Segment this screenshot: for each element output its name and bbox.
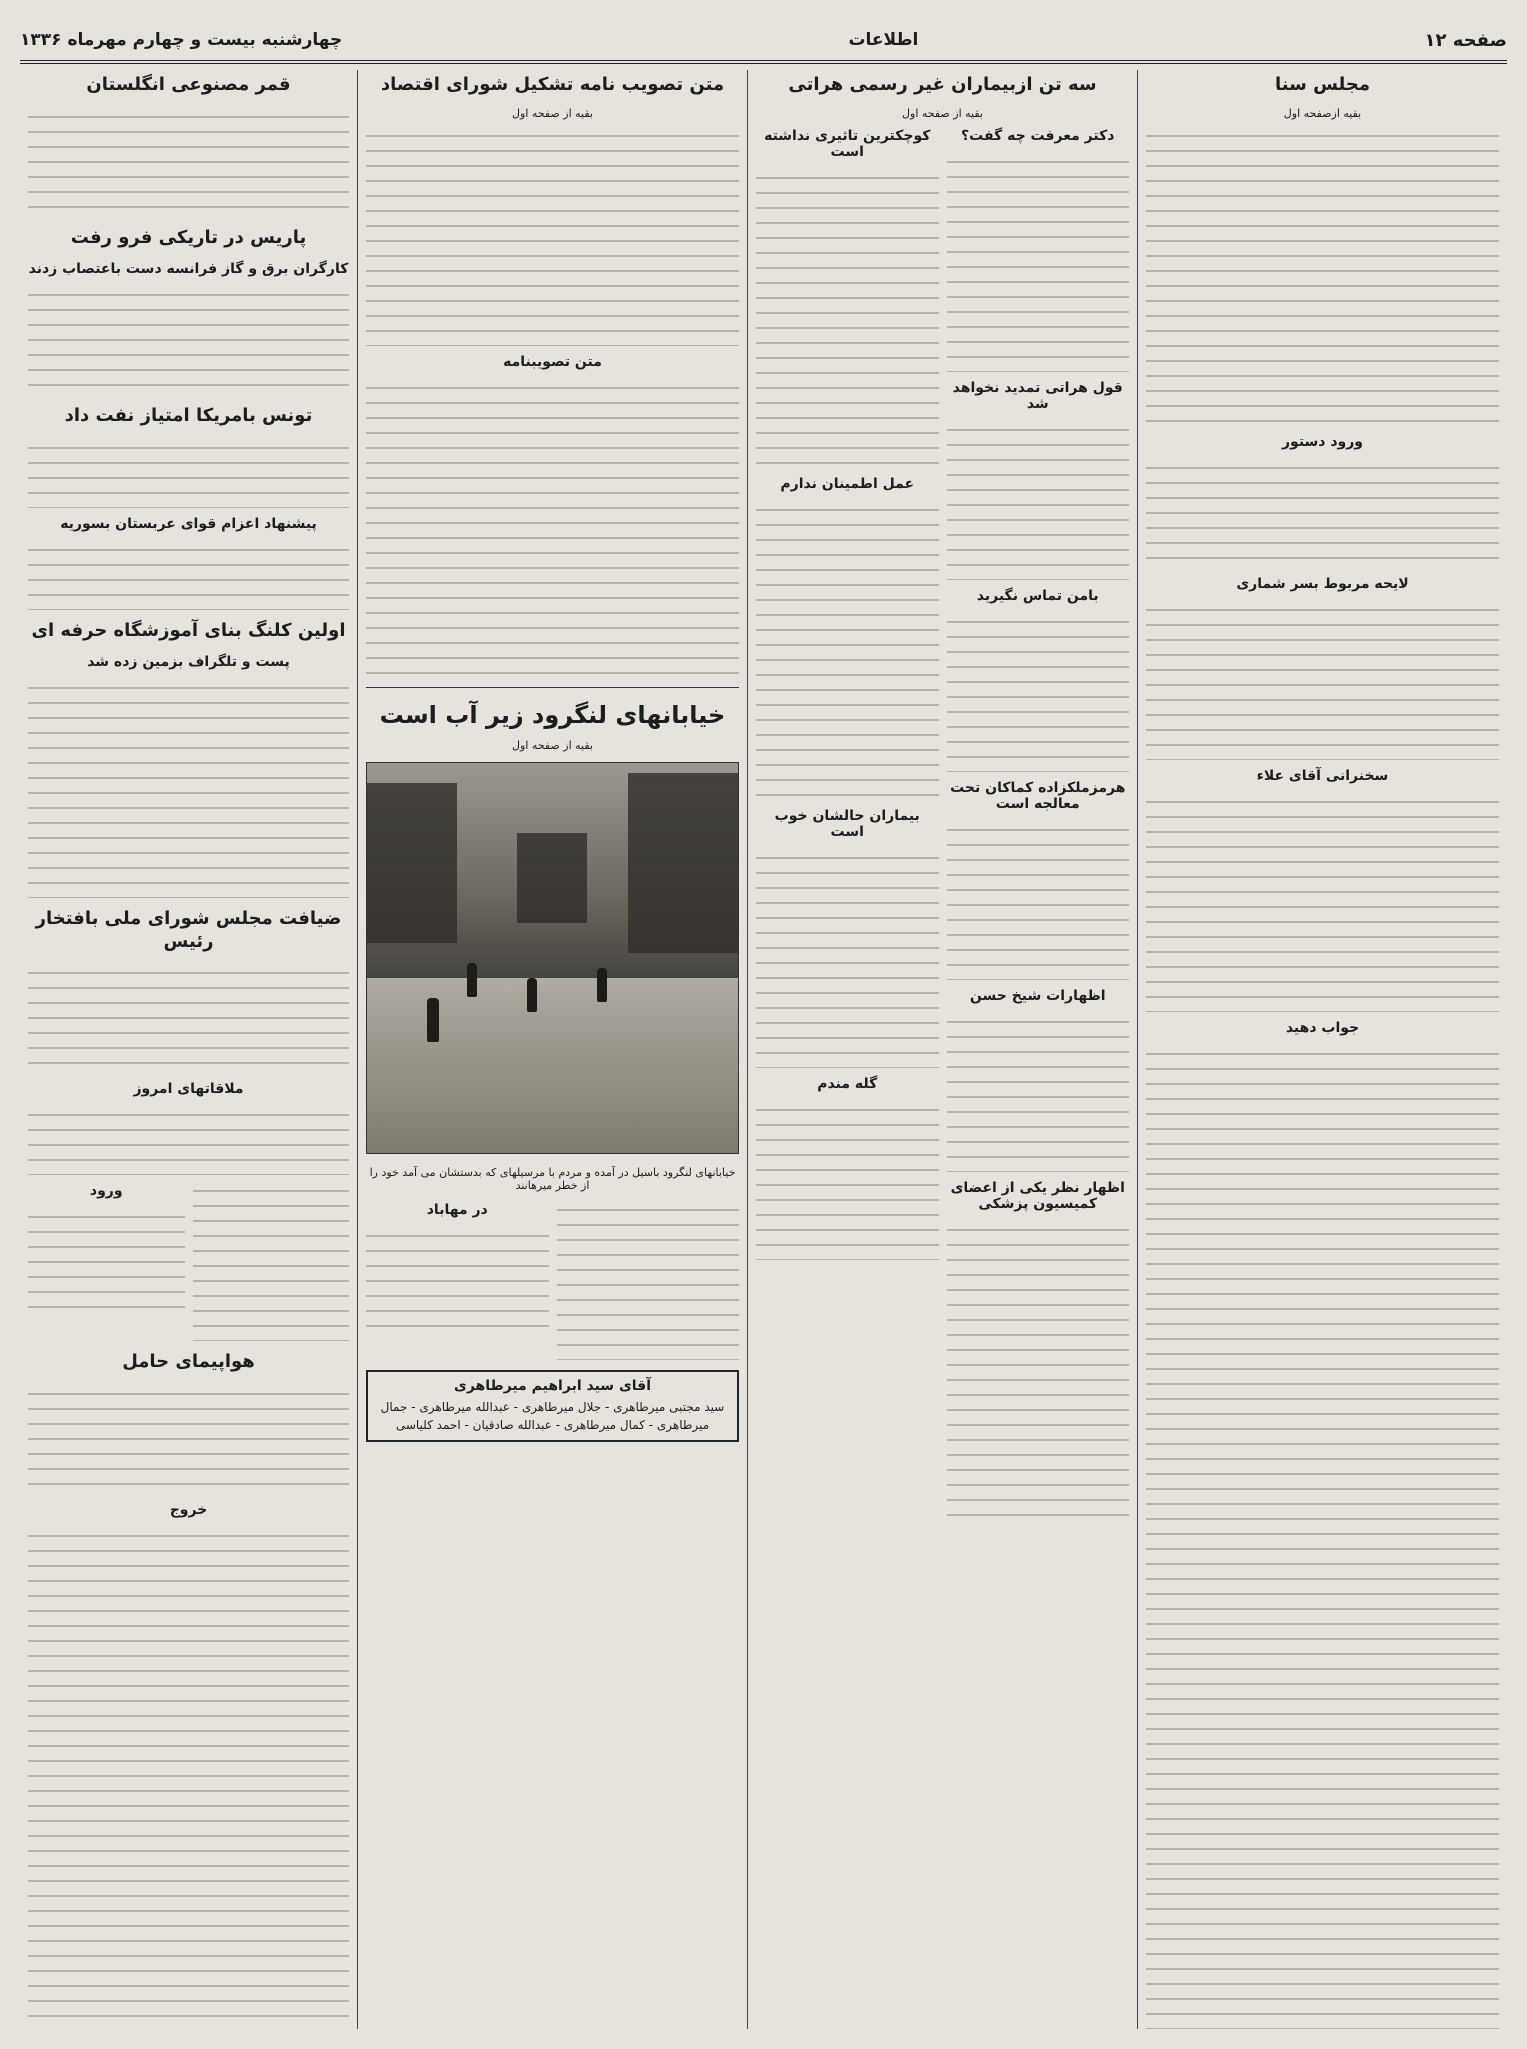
article-text [366,378,739,678]
article-text [756,168,939,468]
headline-economy: متن تصویب نامه تشکیل شورای اقتصاد [380,74,725,95]
column-economy [357,70,747,2029]
article-text [28,285,349,395]
flood-photo [366,762,739,1154]
continued-note: بقیه از صفحه اول [512,106,593,120]
subhead-malekzadeh: هرمزملکزاده کماکان تحت معالجه است [950,779,1126,812]
economy-subcol-right [557,1200,740,1360]
column-senate [1137,70,1507,2029]
article-text [28,678,349,898]
photo-building [367,783,457,943]
world-subcol-left [28,1181,185,1341]
photo-figure [427,998,439,1042]
world-subcols [28,1181,349,1341]
article-text [28,1384,349,1494]
photo-water [367,978,738,1154]
photo-caption: خیابانهای لنگرود باسیل در آمده و مردم با مرسیلهای که بدستشان می آمد خود را از خطر میرهانند [369,1166,736,1193]
article-text [756,1100,939,1260]
article-text [28,1526,349,2030]
article-text [947,820,1130,980]
divider [366,687,739,688]
herati-subcol-left [756,126,939,1520]
paper-name: اطلاعات [848,30,919,50]
subhead-alaa: سخنرانی آقای علاء [1256,767,1389,784]
headline-school: اولین کلنگ بنای آموزشگاه حرفه ای [31,619,346,641]
subhead-decree: متن تصویبنامه [503,353,602,370]
article-text [947,420,1130,580]
photo-figure [527,978,537,1012]
herati-subcol-right [947,126,1130,1520]
subhead-no-contact: بامن تماس نگیرید [976,587,1099,604]
subhead-arrival: ورود [89,1183,123,1199]
subhead-no-trust: عمل اطمینان ندارم [780,475,915,492]
column-world [20,70,357,2029]
continued-note: بقیه از صفحه اول [512,739,593,753]
article-text [366,1226,549,1336]
continued-note: بقیه ازصفحه اول [1283,106,1362,120]
subhead-meetings: ملاقاتهای امروز [133,1081,244,1097]
photo-building [517,833,587,923]
subhead-complaint: گله مندم [817,1075,878,1092]
headline-aircraft: هواپیمای حامل [122,1351,255,1372]
article-text [947,152,1130,372]
article-text [1146,126,1499,426]
article-text [557,1200,740,1360]
masthead [20,22,1507,58]
article-text [1146,1044,1499,2030]
subhead-no-effect: کوچکترین تاثیری نداشته است [764,127,931,160]
photo-figure [467,963,477,997]
article-text [28,107,349,217]
column-herati [747,70,1137,2029]
economy-subcol-left [366,1200,549,1360]
subhead-sheikh-hasan: اظهارات شیخ حسن [969,987,1106,1004]
article-text [756,848,939,1068]
columns [20,70,1507,2029]
article-text [947,1012,1130,1172]
headline-tunisia: تونس بامریکا امتیاز نفت داد [64,405,313,426]
subhead-commission: اظهار نظر یکی از اعضای کمیسیون پزشکی [950,1179,1125,1212]
headline-satellite: قمر مصنوعی انگلستان [86,74,291,95]
article-text [947,612,1130,772]
notice-body: سید مجتبی میرطاهری - جلال میرطاهری - عبدالله میرطاهری - جمال میرطاهری - کمال میرطاهری - عبدالله صادقیان - احمد کلیاسی [380,1400,725,1433]
article-text [1146,792,1499,1012]
world-subcol-right [193,1181,350,1341]
page-number: صفحه ۱۲ [1424,29,1507,51]
economy-subcols [366,1200,739,1360]
article-text [193,1181,350,1341]
article-text [28,1105,349,1175]
subhead-mahabad: در مهاباد [426,1202,488,1219]
herati-subcols [756,126,1129,1520]
article-text [28,963,349,1073]
photo-figure [597,968,607,1002]
subhead-agenda: ورود دستور [1281,433,1364,450]
article-text [366,126,739,346]
notice-heading: آقای سید ابراهیم میرطاهری [454,1378,651,1395]
subhead-marefat: دکتر معرفت چه گفت؟ [961,127,1115,144]
subhead-herati-promise: قول هراتی تمدید نخواهد شد [952,379,1123,412]
headline-paris: پاریس در تاریکی فرو رفت [70,226,307,248]
subhead-strike: کارگران برق و گاز فرانسه دست باعتصاب زدند [28,261,349,277]
article-text [28,1207,185,1317]
headline-majlis-banquet: ضیافت مجلس شورای ملی بافتخار رئیس [35,908,342,952]
article-text [1146,600,1499,760]
condolence-notice [366,1370,739,1442]
subhead-census: لایحه مربوط بسر شماری [1236,575,1409,592]
headline-langarud: خیابانهای لنگرود زیر آب است [379,700,726,729]
article-text [28,540,349,610]
continued-note: بقیه از صفحه اول [902,106,983,120]
subhead-departure: خروج [169,1501,208,1518]
headline-senate: مجلس سنا [1275,74,1370,95]
article-text [28,438,349,508]
subhead-patients-fine: بیماران حالشان خوب است [774,807,920,840]
article-text [947,1220,1130,1520]
photo-building [628,773,738,953]
article-text [1146,458,1499,568]
subhead-syria: پیشنهاد اعزام قوای عربستان بسوریه [60,515,317,532]
subhead-post-telegraph: پست و تلگراف بزمین زده شد [87,654,290,670]
masthead-rule [20,60,1507,64]
subhead-answer: جواب دهید [1285,1019,1360,1036]
date-line: چهارشنبه بیست و چهارم مهرماه ۱۳۳۶ [20,30,343,50]
article-text [756,500,939,800]
headline-herati: سه تن ازبیماران غیر رسمی هراتی [788,74,1097,95]
